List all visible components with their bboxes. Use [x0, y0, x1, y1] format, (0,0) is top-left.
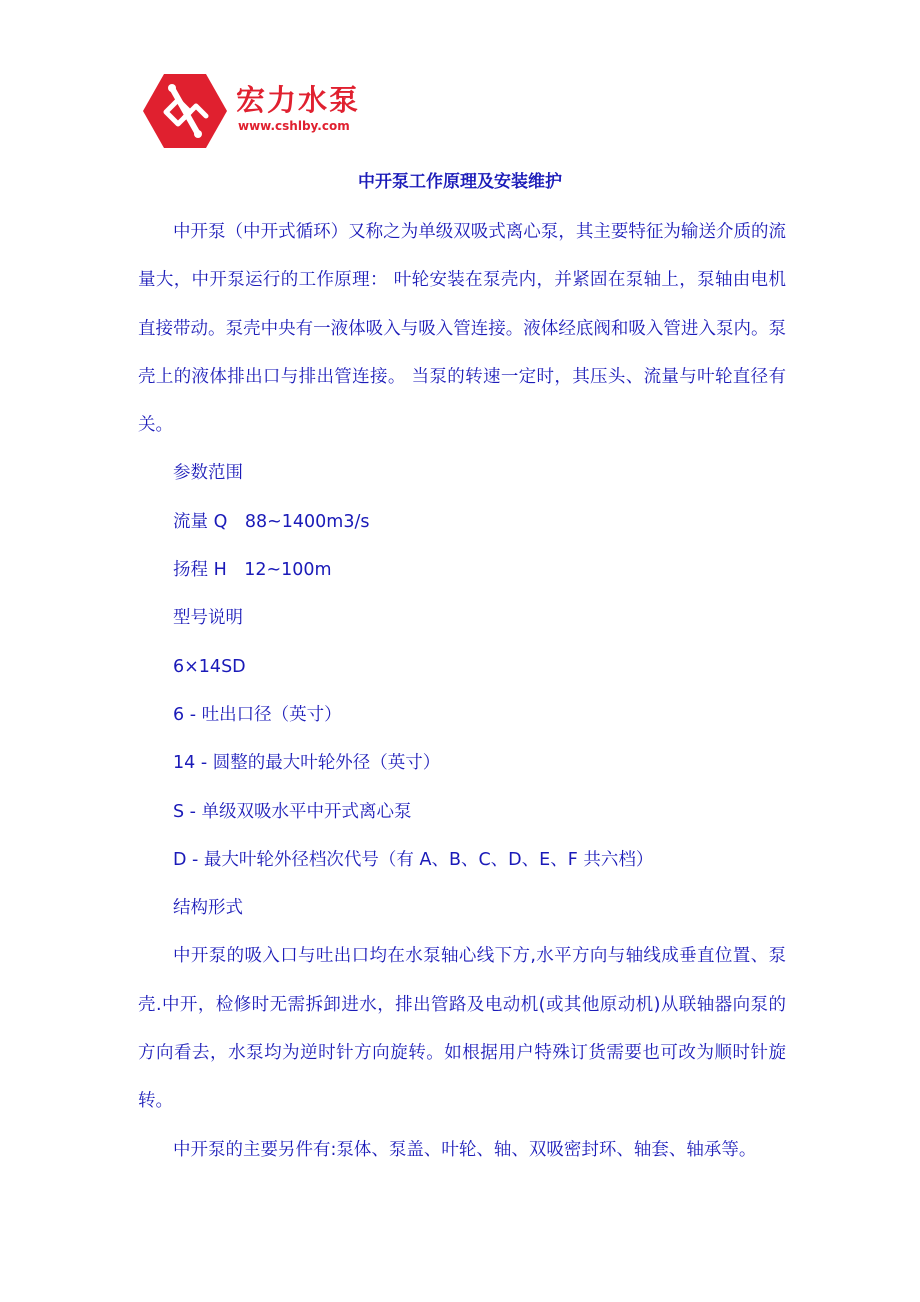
paragraph-structure: 中开泵的吸入口与吐出口均在水泵轴心线下方,水平方向与轴线成垂直位置、泵壳.中开，检修时无需拆卸进水，排出管路及电动机(或其他原动机)从联轴器向泵的方向看去，水泵均为逆时针方向旋转。如根据用户特殊订货需要也可改为顺时针旋转。 [138, 946, 786, 1112]
heading-parameter-range: 参数范围 [173, 463, 243, 484]
document-title: 中开泵工作原理及安装维护 [358, 172, 562, 192]
model-item-impeller: 14 - 圆整的最大叶轮外径（英寸） [173, 753, 441, 774]
logo-company-name: 宏力水泵 [236, 83, 361, 117]
heading-structure: 结构形式 [173, 898, 243, 919]
model-example: 6×14SD [173, 656, 246, 677]
paragraph-intro: 中开泵（中开式循环）又称之为单级双吸式离心泵，其主要特征为输送介质的流量大，中开泵运行的工作原理： 叶轮安装在泵壳内，并紧固在泵轴上，泵轴由电机直接带动。泵壳中央有一液体吸入与吸入管连接。液体经底阀和吸入管进入泵内。泵壳上的液体排出口与排出管连接。 当泵的转速一定时，其压头、流量与叶轮直径有关。 [138, 222, 786, 436]
paragraph-parts: 中开泵的主要另件有:泵体、泵盖、叶轮、轴、双吸密封环、轴套、轴承等。 [173, 1139, 757, 1160]
logo-website-url: www.cshlby.com [238, 119, 350, 133]
model-item-grade: D - 最大叶轮外径档次代号（有 A、B、C、D、E、F 共六档） [173, 849, 654, 870]
model-item-type: S - 单级双吸水平中开式离心泵 [173, 801, 412, 822]
document-body [138, 208, 786, 1174]
heading-model-description: 型号说明 [173, 608, 243, 629]
company-logo [142, 72, 382, 152]
hexagon-logo-icon [142, 72, 228, 150]
spec-flow-rate: 流量 Q 88~1400m3/s [173, 511, 370, 532]
spec-head: 扬程 H 12~100m [173, 560, 332, 581]
model-item-outlet: 6 - 吐出口径（英寸） [173, 704, 342, 725]
